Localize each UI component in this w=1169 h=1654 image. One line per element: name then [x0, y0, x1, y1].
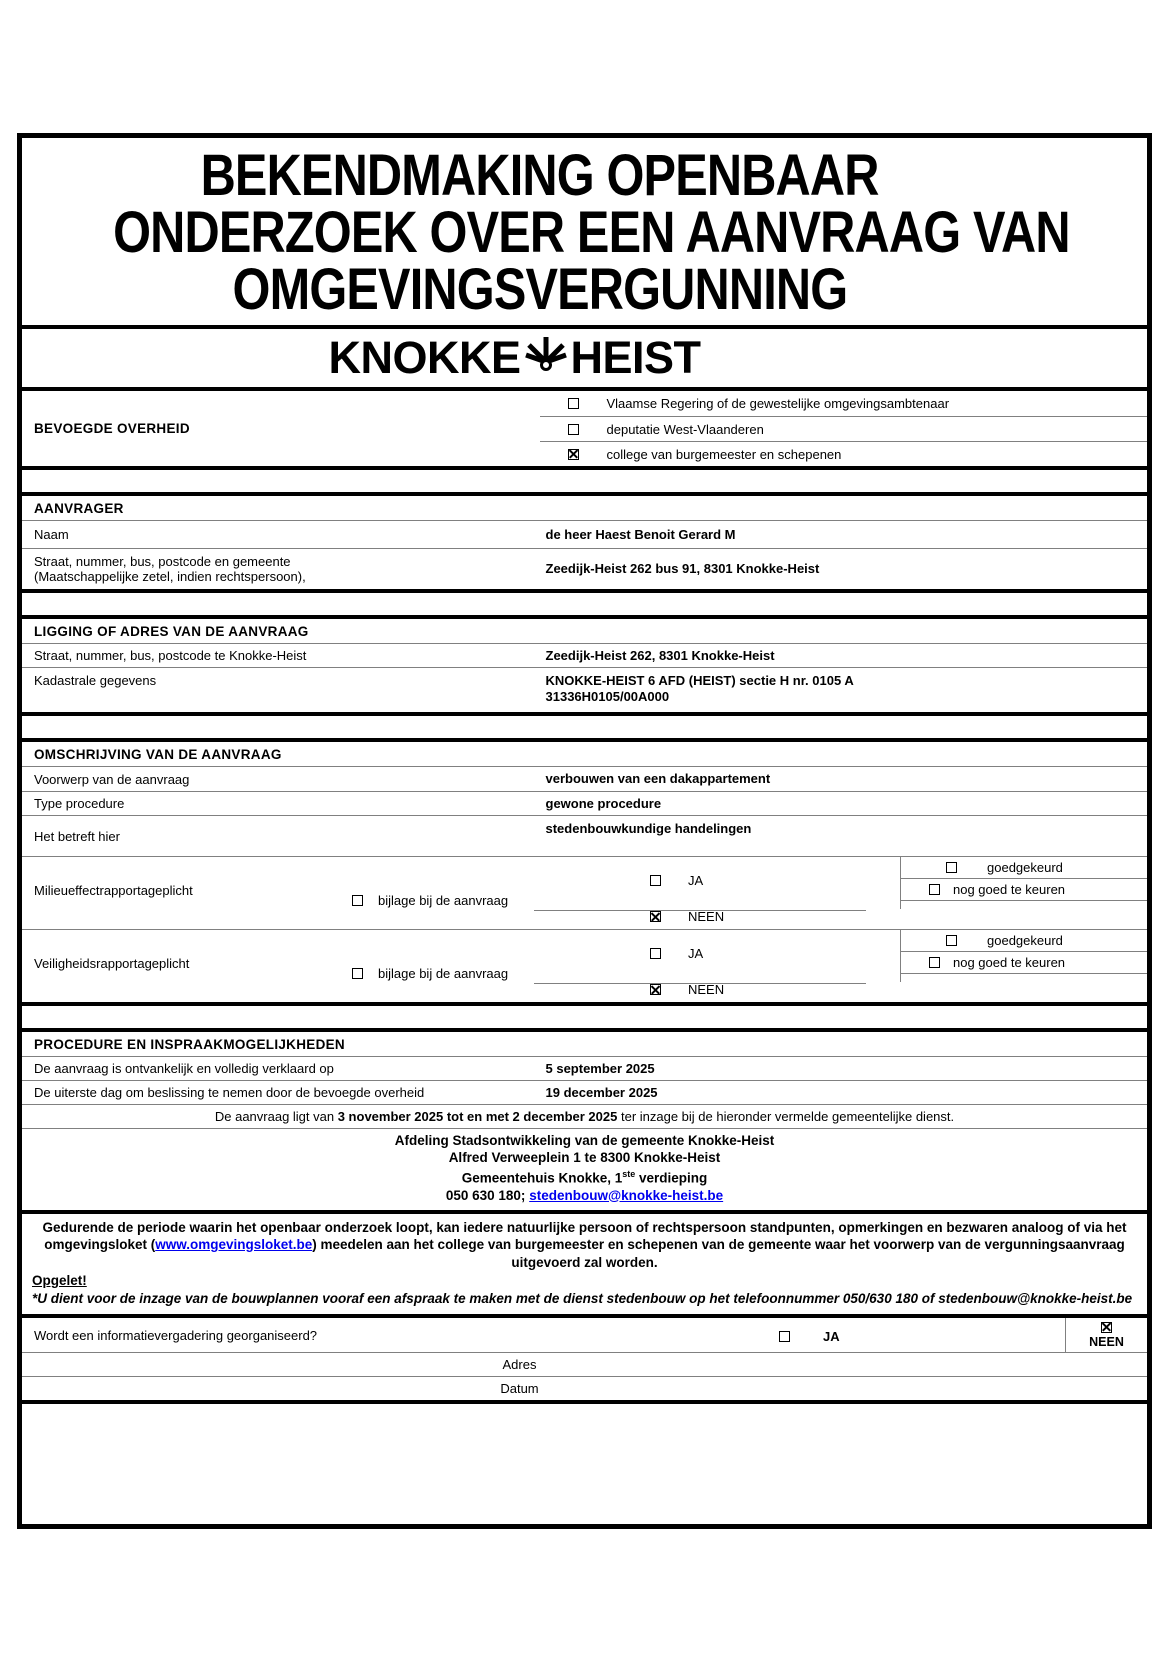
kadaster-row [22, 667, 1147, 712]
ligging-straat-row [22, 643, 1147, 667]
informatievergadering-vraag: Wordt een informatievergadering georganiseerd? [34, 1327, 318, 1343]
empty-notes-box [22, 1400, 1147, 1524]
milieu-goedgekeurd-group [901, 857, 1147, 879]
ja-label: JA [688, 873, 704, 888]
aanvrager-adres-row [22, 548, 1147, 589]
voorwerp-label: Voorwerp van de aanvraag [34, 771, 190, 787]
milieu-neen-group [650, 909, 724, 924]
title-line-3: OMGEVINGSVERGUNNING [232, 257, 847, 322]
milieu-nog-goed-group [901, 879, 1147, 901]
inzage-row: De aanvraag ligt van 3 november 2025 tot en met 2 december 2025 ter inzage bij de hieronder vermelde gemeentelijke dienst. [22, 1104, 1147, 1128]
veiligheid-goedgekeurd-group [901, 930, 1147, 952]
ontvankelijk-row [22, 1056, 1147, 1080]
dienst-adres: Alfred Verweeplein 1 te 8300 Knokke-Heist [448, 1150, 721, 1165]
bezwaar-section [22, 1210, 1147, 1315]
milieu-nog-goed-checkbox [929, 884, 940, 895]
veiligheid-goedgekeurd-checkbox [946, 935, 957, 946]
section-divider [22, 589, 1147, 615]
informatievergadering-section [22, 1314, 1147, 1400]
veiligheid-label: Veiligheidsrapportageplicht [34, 956, 190, 971]
omschrijving-header: OMSCHRIJVING VAN DE AANVRAAG [34, 746, 282, 762]
announcement-document [17, 133, 1152, 1529]
veiligheid-bijlage-group [352, 966, 508, 981]
option-college [540, 441, 1148, 466]
knokke-heist-sun-icon [524, 332, 568, 387]
procedure-header: PROCEDURE EN INSPRAAKMOGELIJKHEDEN [34, 1036, 345, 1052]
type-procedure-row [22, 791, 1147, 815]
vlaamse-regering-checkbox [568, 398, 579, 409]
milieueffect-label: Milieueffectrapportageplicht [34, 883, 193, 898]
info-neen-checkbox [1101, 1322, 1112, 1333]
datum-row: Datum [22, 1376, 1147, 1400]
page-title [22, 143, 1057, 208]
milieu-neen-checkbox [650, 911, 661, 922]
aanvrager-header: AANVRAGER [34, 500, 124, 516]
neen-label: NEEN [1089, 1334, 1124, 1349]
ontvankelijk-value: 5 september 2025 [545, 1060, 655, 1076]
info-neen-group [1065, 1318, 1147, 1352]
section-divider [22, 712, 1147, 738]
betreft-value: stedenbouwkundige handelingen [545, 821, 752, 836]
bevoegde-overheid-label: BEVOEGDE OVERHEID [34, 421, 190, 436]
stedenbouw-email-link[interactable]: stedenbouw@knokke-heist.be [529, 1187, 724, 1203]
betreft-row [22, 815, 1147, 856]
opgelet-label: Opgelet! [32, 1273, 87, 1288]
milieu-bijlage-checkbox [352, 895, 363, 906]
afspraak-note: *U dient voor de inzage van de bouwplannen vooraf een afspraak te maken met de dienst stedenbouw op het telefoonnummer 050/630 180 of stedenbouw@knokke-heist.be [32, 1291, 1133, 1306]
milieu-goedgekeurd-checkbox [946, 862, 957, 873]
bevoegde-overheid-section [22, 387, 1147, 466]
bijlage-label: bijlage bij de aanvraag [378, 966, 509, 981]
naam-row [22, 520, 1147, 548]
info-ja-checkbox [779, 1331, 790, 1342]
option-deputatie [540, 416, 1148, 441]
bevoegde-overheid-options [540, 391, 1148, 466]
kadaster-value: KNOKKE-HEIST 6 AFD (HEIST) sectie H nr. 0105 A 31336H0105/00A000 [545, 673, 854, 704]
neen-label: NEEN [688, 982, 725, 997]
logo-text-left: KNOKKE [328, 332, 521, 383]
naam-value: de heer Haest Benoit Gerard M [545, 526, 736, 542]
milieu-ja-group [650, 873, 703, 888]
goedgekeurd-label: goedgekeurd [987, 860, 1063, 875]
veiligheid-ja-checkbox [650, 948, 661, 959]
aanvrager-adres-value: Zeedijk-Heist 262 bus 91, 8301 Knokke-Heist [545, 561, 820, 576]
milieueffect-row [22, 856, 1147, 929]
veiligheid-nog-goed-group [901, 952, 1147, 974]
dienst-block [22, 1128, 1147, 1210]
option-label: deputatie West-Vlaanderen [606, 421, 764, 437]
title-line-2: ONDERZOEK OVER EEN AANVRAAG VAN [113, 200, 1070, 265]
uiterste-dag-value: 19 december 2025 [545, 1084, 658, 1100]
neen-label: NEEN [688, 909, 725, 924]
option-label: college van burgemeester en schepenen [606, 446, 842, 462]
veiligheid-bijlage-checkbox [352, 968, 363, 979]
municipality-logo-section [22, 325, 1147, 387]
dienst-locatie: Gemeentehuis Knokke, 1ste verdieping [461, 1169, 708, 1186]
logo-text-right: HEIST [570, 332, 701, 383]
info-ja-group [779, 1329, 840, 1344]
omgevingsloket-link[interactable]: www.omgevingsloket.be [155, 1237, 313, 1252]
section-divider [22, 1002, 1147, 1028]
procedure-section [22, 1028, 1147, 1210]
adres-row: Adres [22, 1352, 1147, 1376]
uiterste-dag-label: De uiterste dag om beslissing te nemen door de bevoegde overheid [34, 1085, 425, 1100]
milieu-bijlage-group [352, 893, 508, 908]
veiligheid-neen-group [650, 982, 724, 997]
uiterste-dag-row [22, 1080, 1147, 1104]
deputatie-checkbox [568, 424, 579, 435]
ligging-straat-value: Zeedijk-Heist 262, 8301 Knokke-Heist [545, 647, 775, 663]
type-procedure-value: gewone procedure [545, 795, 662, 811]
ligging-straat-label: Straat, nummer, bus, postcode te Knokke-Heist [34, 648, 307, 663]
veiligheid-ja-group [650, 946, 703, 961]
betreft-label: Het betreft hier [34, 828, 120, 844]
dienst-contact: 050 630 180; stedenbouw@knokke-heist.be [445, 1187, 724, 1203]
milieu-approval-column [900, 857, 1147, 909]
nog-goed-label: nog goed te keuren [953, 955, 1066, 970]
veiligheid-row [22, 929, 1147, 1002]
ja-label: JA [823, 1329, 840, 1344]
veiligheid-neen-checkbox [650, 984, 661, 995]
omschrijving-section [22, 738, 1147, 1002]
title-line-1: BEKENDMAKING OPENBAAR [200, 143, 879, 208]
option-label: Vlaamse Regering of de gewestelijke omgevingsambtenaar [606, 396, 950, 411]
title-section [22, 138, 1147, 325]
veiligheid-nog-goed-checkbox [929, 957, 940, 968]
ontvankelijk-label: De aanvraag is ontvankelijk en volledig verklaard op [34, 1061, 334, 1076]
kadaster-label: Kadastrale gegevens [34, 673, 157, 688]
nog-goed-label: nog goed te keuren [953, 882, 1066, 897]
bezwaar-paragraph: Gedurende de periode waarin het openbaar onderzoek loopt, kan iedere natuurlijke persoon of rechtspersoon standpunten, opmerkingen en bezwaren analoog of via het omgevingsloket (www.omgevingsloket.be) meedelen aan het college van burgemeester en schepenen van de gemeente waar het voorwerp van de vergunningsaanvraag uitgevoerd zal worden. [42, 1219, 1131, 1270]
veiligheid-approval-column [900, 930, 1147, 982]
college-checkbox [568, 449, 579, 460]
knokke-heist-logo [328, 330, 700, 387]
option-vlaamse-regering [540, 391, 1148, 416]
bijlage-label: bijlage bij de aanvraag [378, 893, 509, 908]
inzage-period: 3 november 2025 tot en met 2 december 2025 [337, 1109, 618, 1124]
goedgekeurd-label: goedgekeurd [987, 933, 1063, 948]
section-divider [22, 466, 1147, 492]
aanvrager-section [22, 492, 1147, 589]
ligging-header: LIGGING OF ADRES VAN DE AANVRAAG [34, 623, 309, 639]
ligging-section [22, 615, 1147, 712]
voorwerp-row [22, 766, 1147, 791]
type-procedure-label: Type procedure [34, 796, 125, 811]
aanvrager-adres-label: Straat, nummer, bus, postcode en gemeente (Maatschappelijke zetel, indien rechtspersoon), [34, 554, 306, 584]
naam-label: Naam [34, 527, 69, 542]
ja-label: JA [688, 946, 704, 961]
milieu-ja-checkbox [650, 875, 661, 886]
voorwerp-value: verbouwen van een dakappartement [545, 771, 771, 786]
dienst-naam: Afdeling Stadsontwikkeling van de gemeente Knokke-Heist [394, 1133, 775, 1148]
informatievergadering-row [22, 1318, 1147, 1352]
